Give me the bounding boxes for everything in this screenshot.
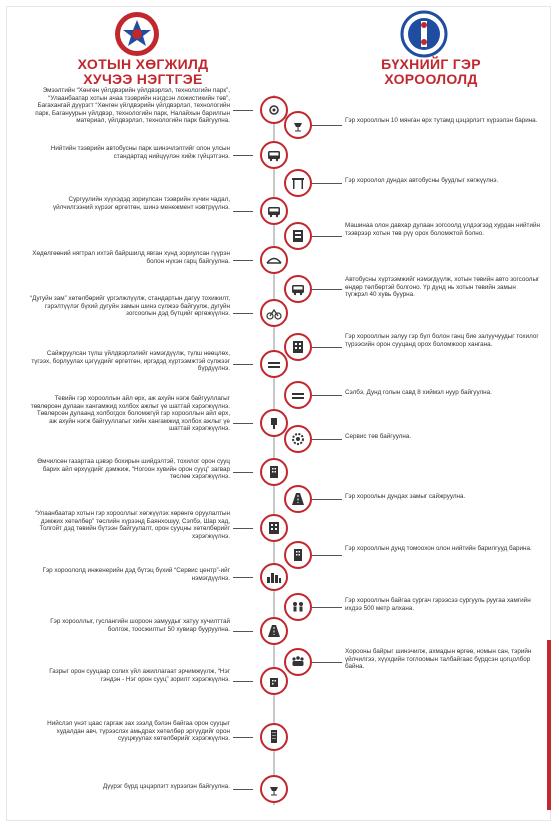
lamp-circle	[284, 111, 312, 139]
city-circle	[260, 563, 288, 591]
left-party-logo	[111, 8, 163, 60]
left-title-line2: ХУЧЭЭ НЭГТГЭЕ	[83, 71, 203, 87]
right-item-text: Гэр хороолын дундах замыг сайжруулна.	[345, 493, 466, 500]
bicycle-circle	[260, 299, 288, 327]
bridge-icon	[266, 252, 282, 268]
left-item-text: Сургуулийн хүүхэдэд зориулсан тээврийн хүчин чадал, үйлчилгээний хүрээг өргөтгөн, шинэ менежмент нэвтрүүлнэ.	[53, 196, 230, 211]
right-connector	[312, 662, 342, 663]
bus-circle	[284, 275, 312, 303]
right-connector	[312, 289, 342, 290]
apartment-icon	[266, 520, 282, 536]
right-connector	[312, 607, 342, 608]
left-item-text: Эмээлтийн “Хөнгөн үйлдвэрийн үйлдвэрлэл, технологийн парк”, “Улаанбаатар хотын ачаа тээврийн нэгдсэн ложистикийн төв”, Багахангай дүүрэгт “Хөнгөн үйлдвэрийн үйлдвэрлэл, технологийн парк, Багануурын үйлдвэр, технологийн парк, Налайхын барилгын материал, үйлдвэрлэл, технологийн парк байгуулна.	[35, 87, 230, 125]
right-title	[346, 57, 516, 87]
left-item-text: Сайжруулсан түлш үйлдвэрлэлийг нэмэгдүүлж, түлш нөөцлөх, түгээх, борлуулах цэгүүдийг өргөтгөн, иргэдэд хүртээмжтэй сүлжээг бүрдүүлнэ.	[31, 350, 230, 373]
apartment-circle	[284, 333, 312, 361]
tower-icon	[266, 729, 282, 745]
left-item-text: Нийтийн тээврийн автобусны парк шинэчлэлтийг олон улсын стандартад нийцүүлэн хийж гүйцэтгэнэ.	[50, 145, 230, 160]
left-title	[58, 57, 228, 87]
left-title-line1: ХОТЫН ХӨГЖИЛД	[77, 56, 209, 72]
right-item-text: Сервис төв байгуулна.	[345, 433, 412, 440]
left-item-text: Гэр хорооллыг, гуслангийн шороон замуудыг хатуу хучилттай болгож, тоосжилтыг 50 хувиар бууруулна.	[50, 618, 230, 633]
house-circle	[260, 667, 288, 695]
right-item-text: Гэр хорооллын дунд томоохон олон нийтийн барилгууд барина.	[345, 545, 532, 552]
left-connector	[233, 737, 253, 738]
pipes-circle	[260, 350, 288, 378]
left-connector	[233, 155, 253, 156]
right-connector	[312, 499, 342, 500]
parking-icon	[290, 228, 306, 244]
bus-stop-icon	[290, 175, 306, 191]
left-item-text: “Улаанбаатар хотын гэр хорооллыг хөгжүүлэх хөрөнгө оруулалтын дэмжих хөтөлбөр” төслийн хүрээнд Баянхошуу, Сэлбэ, Шар хад, Толгойт дэд төвийн бүтээн байгуулалт, орон сууцны хөтөлбөрийг хэрэгжүүлнэ.	[34, 510, 230, 540]
right-title-line2: ХОРООЛОЛД	[384, 71, 478, 87]
building-circle	[284, 541, 312, 569]
left-connector	[233, 789, 253, 790]
left-connector	[233, 211, 253, 212]
left-connector	[233, 631, 253, 632]
road-icon	[266, 623, 282, 639]
right-connector	[312, 236, 342, 237]
left-connector	[233, 313, 253, 314]
city-icon	[266, 569, 282, 585]
right-item-text: Гэр хорооллын залуу гэр бүл болон ганц бие залуучуудыг тохилог түрээсийн орон сууцанд орох боломжоор хангана.	[345, 333, 539, 348]
left-item-text: Тевийн гэр хорооллын айл өрх, аж ахуйн нэгж байгууллагыг төвлөрсөн дулаан хангамжид холбох ажлыг үе шаттай хэрэгжүүлнэ. Төвлөрсөн дулаанд холбогдох боломжгүй гэр хорооллын айл өрх, аж ахуйн нэгж байгууллагыг хийн хангамжид холбох ажлыг үе шаттай хэрэгжүүлнэ.	[30, 395, 230, 433]
left-item-text: Нийслэл үнэт цаас гаргаж зах зээлд бэлэн байгаа орон сууцыг худалдан авч, түрээслэх амьдрах хөтөлбөр эргүүдийг орон сууцжуулах хөтөлбөрийг хэрэгжүүлнэ.	[47, 720, 230, 743]
left-connector	[233, 423, 253, 424]
left-connector	[233, 364, 253, 365]
bus-circle	[260, 141, 288, 169]
right-connector	[312, 125, 342, 126]
parking-circle	[284, 222, 312, 250]
gear-icon	[290, 431, 306, 447]
left-emblem-icon	[111, 8, 163, 60]
left-connector	[233, 681, 253, 682]
right-connector	[312, 439, 342, 440]
pipes-icon	[266, 356, 282, 372]
plug-icon	[266, 415, 282, 431]
apartment-circle	[260, 514, 288, 542]
accent-strip	[547, 640, 551, 810]
right-title-line1: БҮХНИЙГ ГЭР	[381, 56, 481, 72]
right-item-text: Хорооны байрыг шинэчилж, ахмадын өргөө, номын сан, тэрийн үйлчилгээ, хүүхдийн тоглоомын талбайгаас бүрдсэн цогцолбор байна.	[345, 648, 532, 671]
right-item-text: Гэр хорооллын 10 мянган өрх тутамд цэцэрлэгт хүрээлэн барина.	[345, 117, 538, 124]
bus-stop-circle	[284, 169, 312, 197]
people-circle	[284, 648, 312, 676]
left-connector	[233, 260, 253, 261]
left-connector	[233, 577, 253, 578]
left-item-text: Өмчилсөн газартаа цэвэр бохирын шийдэлтэй, тохилог орон сууц барих айл өрхүүдийг дэмжиж, “Ногоон хувийн орон сууц” загвар төслөө хэрэгжүүлнэ.	[37, 458, 230, 481]
pipes-icon	[290, 387, 306, 403]
lamp-icon	[290, 117, 306, 133]
right-item-text: Сэлбэ, Дунд голын савд 8 хиймэл нуур байгуулна.	[345, 389, 492, 396]
school-circle	[284, 593, 312, 621]
school-icon	[290, 599, 306, 615]
bus-icon	[290, 281, 306, 297]
lamp-circle	[260, 775, 288, 803]
apartment-icon	[290, 339, 306, 355]
bicycle-icon	[266, 305, 282, 321]
bus-circle	[260, 197, 288, 225]
road-icon	[290, 491, 306, 507]
house-icon	[266, 673, 282, 689]
right-connector	[312, 347, 342, 348]
left-item-text: Дүүрэг бүрд цэцэрлэгт хүрээлэн байгуулна.	[102, 783, 230, 790]
left-item-text: “Дугуйн зам” хөтөлбөрийг үргэлжлүүлж, стандартын дагуу тохижилт, гэрэлтүүлэг бүхий дугуйн замын шинэ сүлжээ байгуулж, дугуйн зогсоолын дэд бүтцийг өргөжүүлнэ.	[30, 295, 230, 318]
bus-icon	[266, 147, 282, 163]
right-item-text: Гэр хороолол дундах автобусны буудлыг хөгжүүлнэ.	[345, 177, 499, 184]
plug-circle	[260, 409, 288, 437]
right-item-text: Автобусны хүртээмжийг нэмэгдүүлж, хотын төвийн авто зогсоолыг өндөр төлбөртэй болгоно. Үр дүнд нь хотын төвийн замын түгжрэл 40 хувь буурна.	[345, 276, 540, 299]
road-circle	[260, 617, 288, 645]
right-item-text: Машинаа олон давхар дулаан зогсоолд үлдээгээд хурдан нийтийн тээврээр хотын төв рүү орох боломжтой болно.	[345, 222, 540, 237]
left-connector	[233, 528, 253, 529]
bridge-circle	[260, 246, 288, 274]
right-connector	[312, 555, 342, 556]
left-item-text: Гэр хороололд инженерийн дэд бүтэц бүхий “Сервис центр”-ийг нэмэгдүүлнэ.	[42, 567, 230, 582]
gears-icon	[266, 102, 282, 118]
left-connector	[233, 110, 253, 111]
right-connector	[312, 183, 342, 184]
left-connector	[233, 472, 253, 473]
building-icon	[266, 464, 282, 480]
left-item-text: Газрыг орон сууцаар солих үйл ажиллагаат эрчимжүүлж, “Нэг гэндэн - Нэг орон сууц” зорилт хэрэгжүүлнэ.	[49, 668, 230, 683]
people-icon	[290, 654, 306, 670]
building-circle	[260, 458, 288, 486]
gear-circle	[284, 425, 312, 453]
left-item-text: Хөдөлгөөний нягтрал ихтэй байршилд явган хүнд зориулсан гүүрэн болон нүхэн гарц байгуулна.	[32, 250, 230, 265]
right-connector	[312, 395, 342, 396]
right-emblem-icon	[398, 8, 450, 60]
road-circle	[284, 485, 312, 513]
building-icon	[290, 547, 306, 563]
right-item-text: Гэр хорооллын байгаа сургач гэрээсээ сургууль руугаа хамгийн ихдээ 500 метр алхана.	[345, 597, 531, 612]
lamp-icon	[266, 781, 282, 797]
bus-icon	[266, 203, 282, 219]
tower-circle	[260, 723, 288, 751]
pipes-circle	[284, 381, 312, 409]
right-party-logo	[398, 8, 450, 60]
